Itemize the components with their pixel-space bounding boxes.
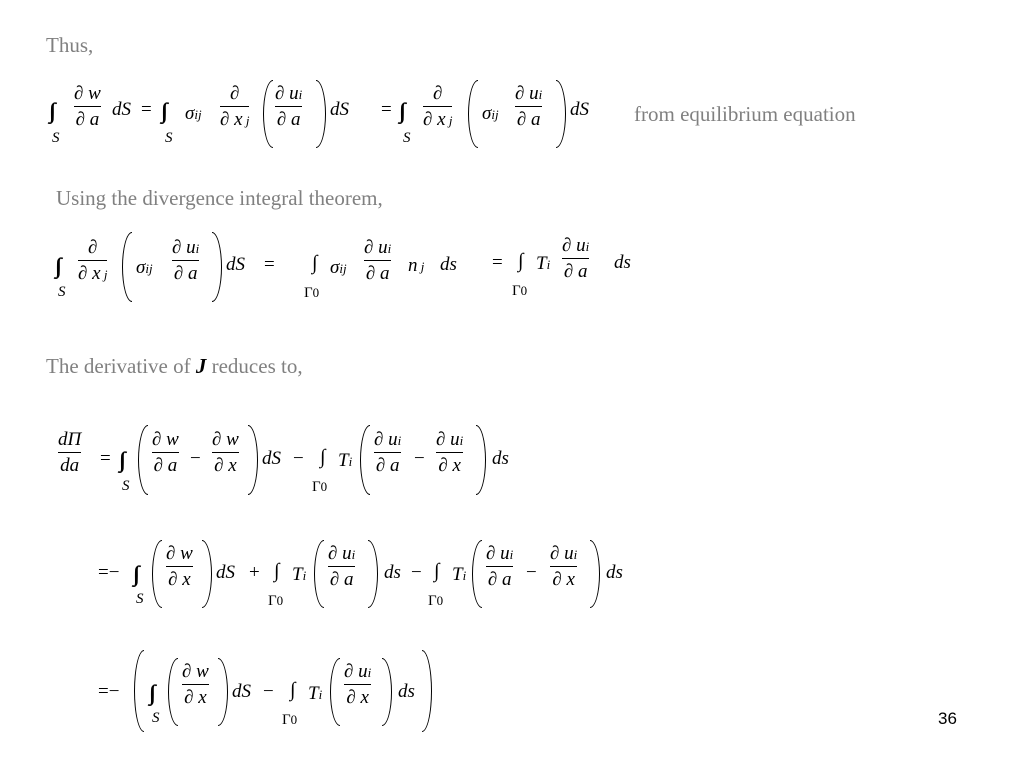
from-equilibrium-label: from equilibrium equation [634,102,856,126]
thus-label: Thus, [46,33,94,57]
page-number: 36 [938,709,957,728]
derivative-label: The derivative of J reduces to, [46,354,303,378]
divergence-theorem-label: Using the divergence integral theorem, [56,186,383,210]
